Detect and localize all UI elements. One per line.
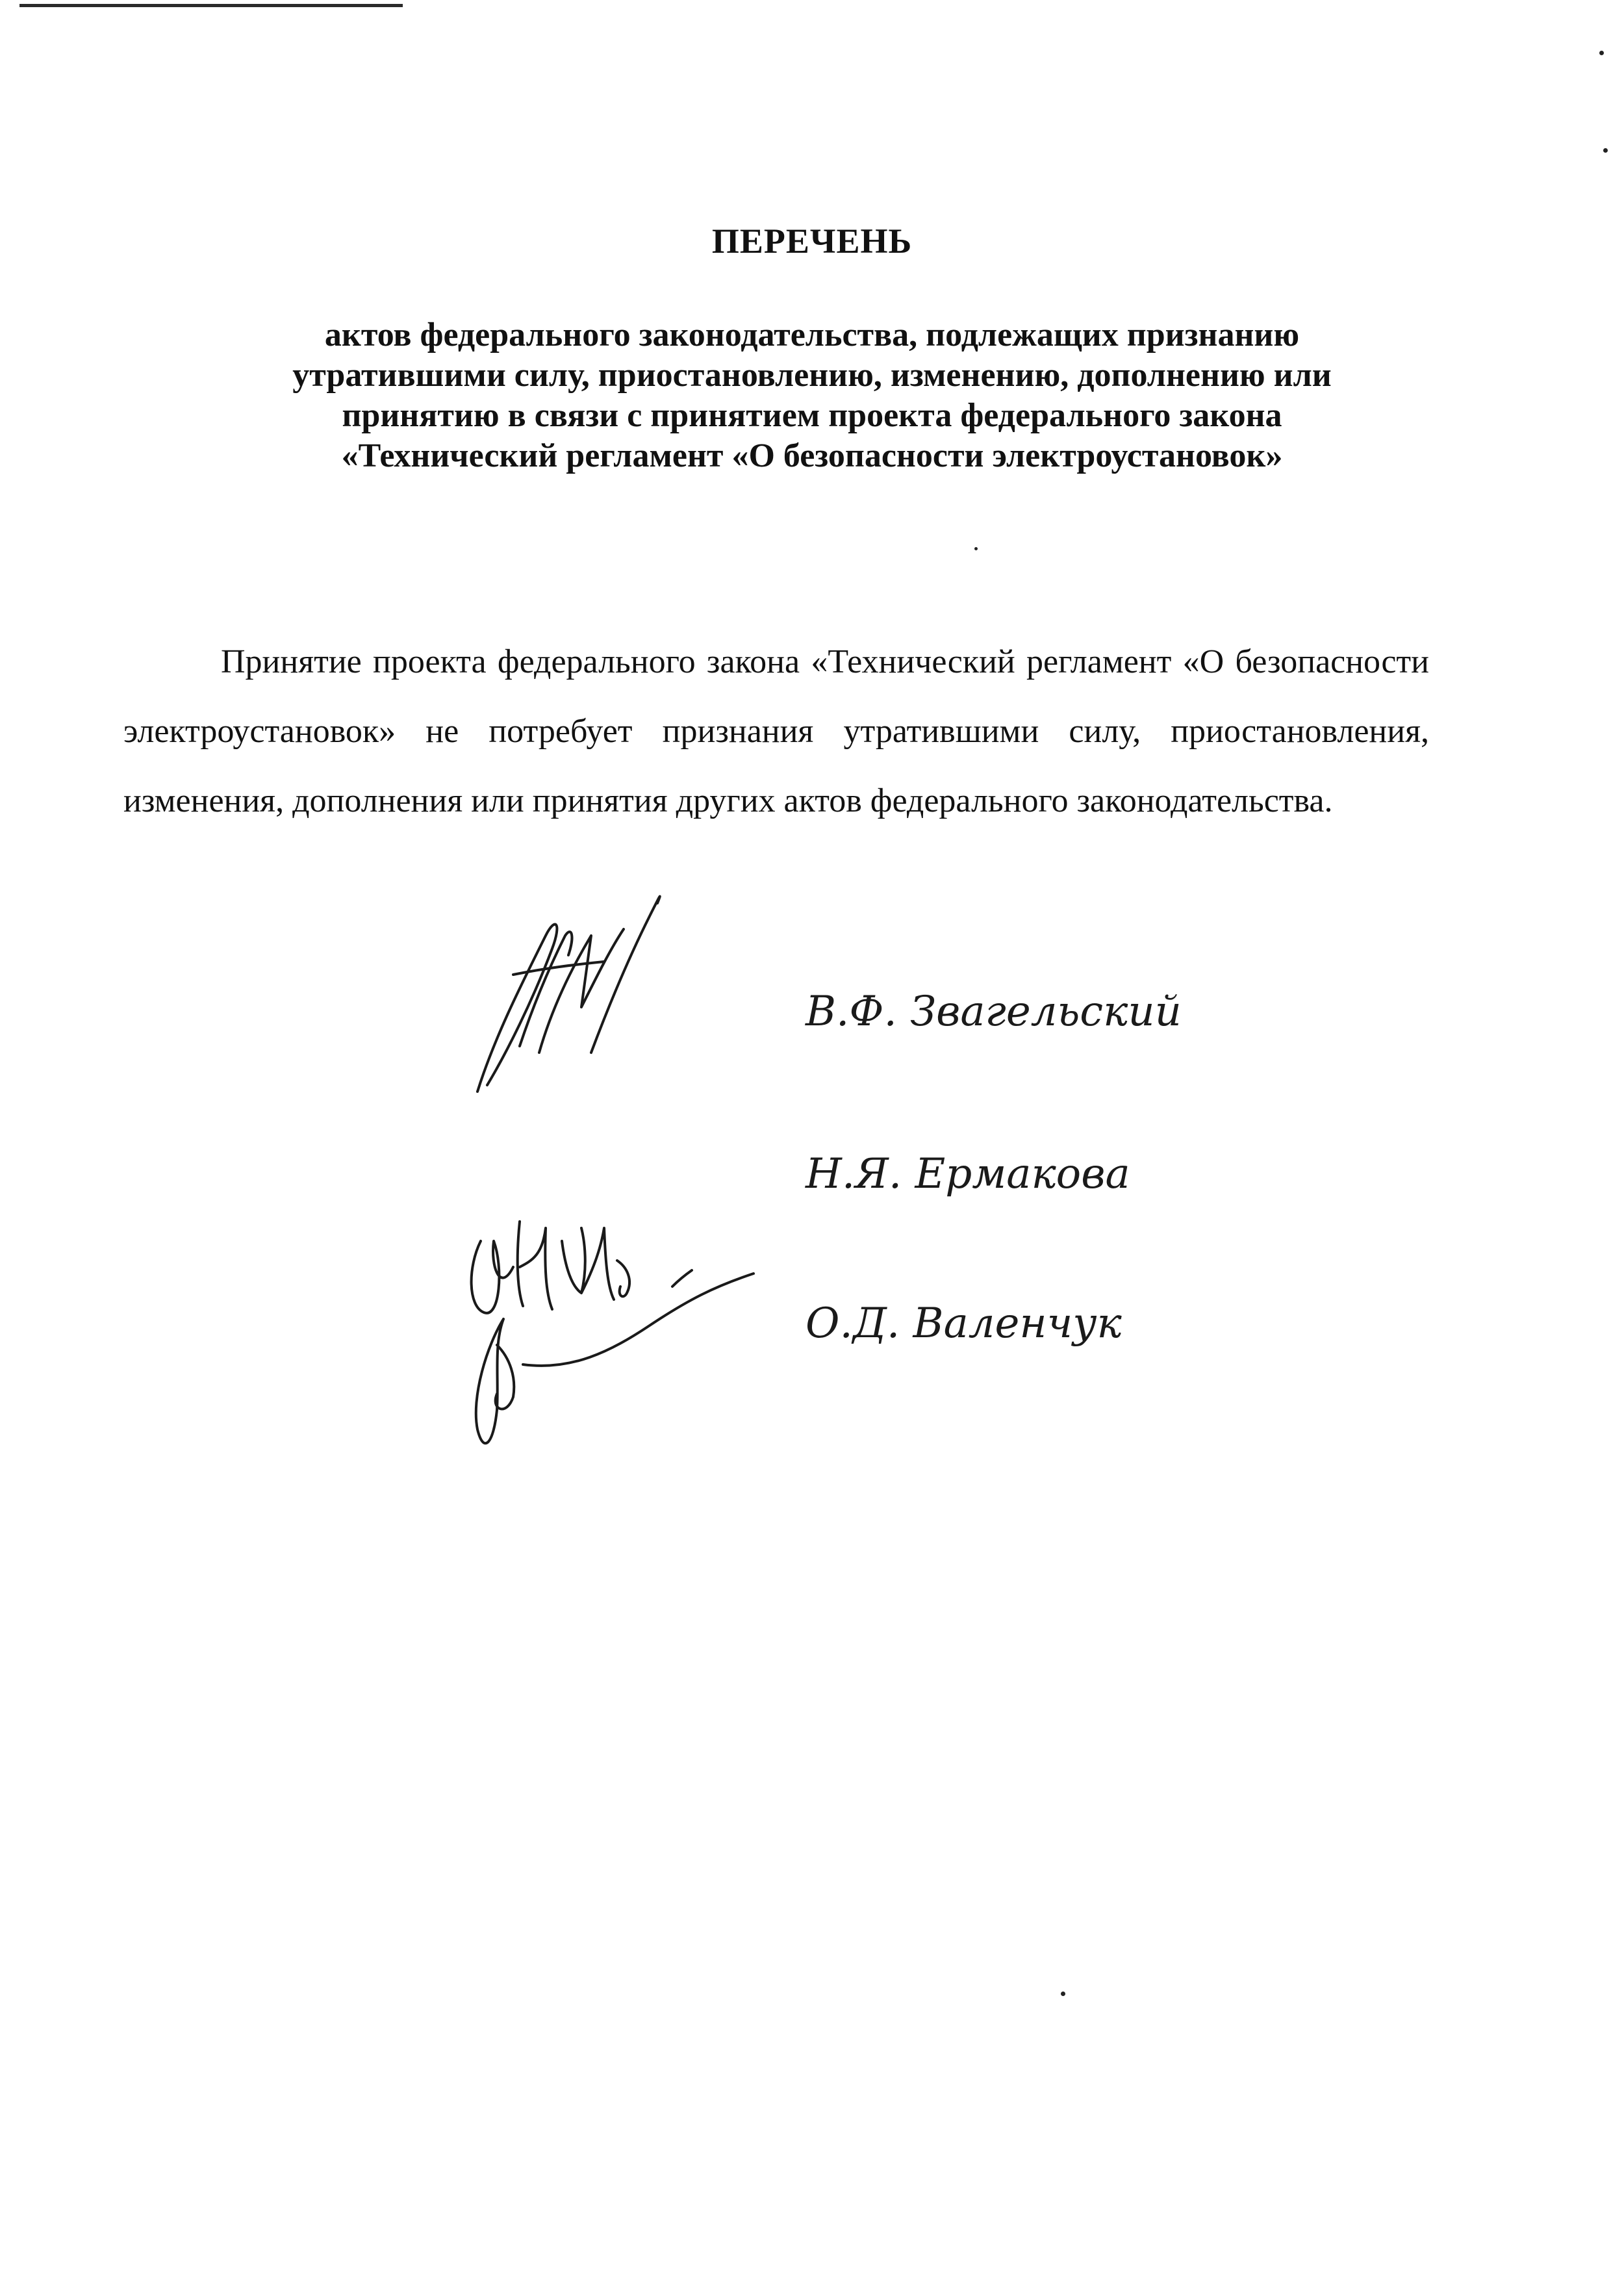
subtitle-line: принятию в связи с принятием проекта федерального закона [342, 397, 1282, 434]
document-title: ПЕРЕЧЕНЬ [711, 222, 913, 261]
scan-speck [1603, 148, 1608, 153]
scan-edge-line [19, 4, 403, 7]
scan-speck [974, 547, 978, 550]
subtitle-line: «Технический регламент «О безопасности электроустановок» [341, 437, 1283, 474]
signatory-name-1: В.Ф. Звагельский [806, 988, 1182, 1036]
scan-speck [1599, 51, 1604, 55]
subtitle-line: актов федерального законодательства, подлежащих признанию [324, 316, 1300, 353]
signatory-name-2: Н.Я. Ермакова [806, 1150, 1130, 1198]
subtitle-line: утратившими силу, приостановлению, изменению, дополнению или [292, 357, 1332, 394]
document-subtitle [162, 315, 1462, 476]
scan-speck [1061, 1992, 1065, 1996]
signature-block [442, 877, 1286, 1462]
signatory-name-3: О.Д. Валенчук [806, 1300, 1122, 1348]
handwritten-signatures-graphic [442, 877, 857, 1462]
document-body: Принятие проекта федерального закона «Технический регламент «О безопасности электроустановок» не потребует признания утратившими силу, приостановления, изменения, дополнения или принятия других актов федерального законодательства. [123, 643, 1429, 819]
